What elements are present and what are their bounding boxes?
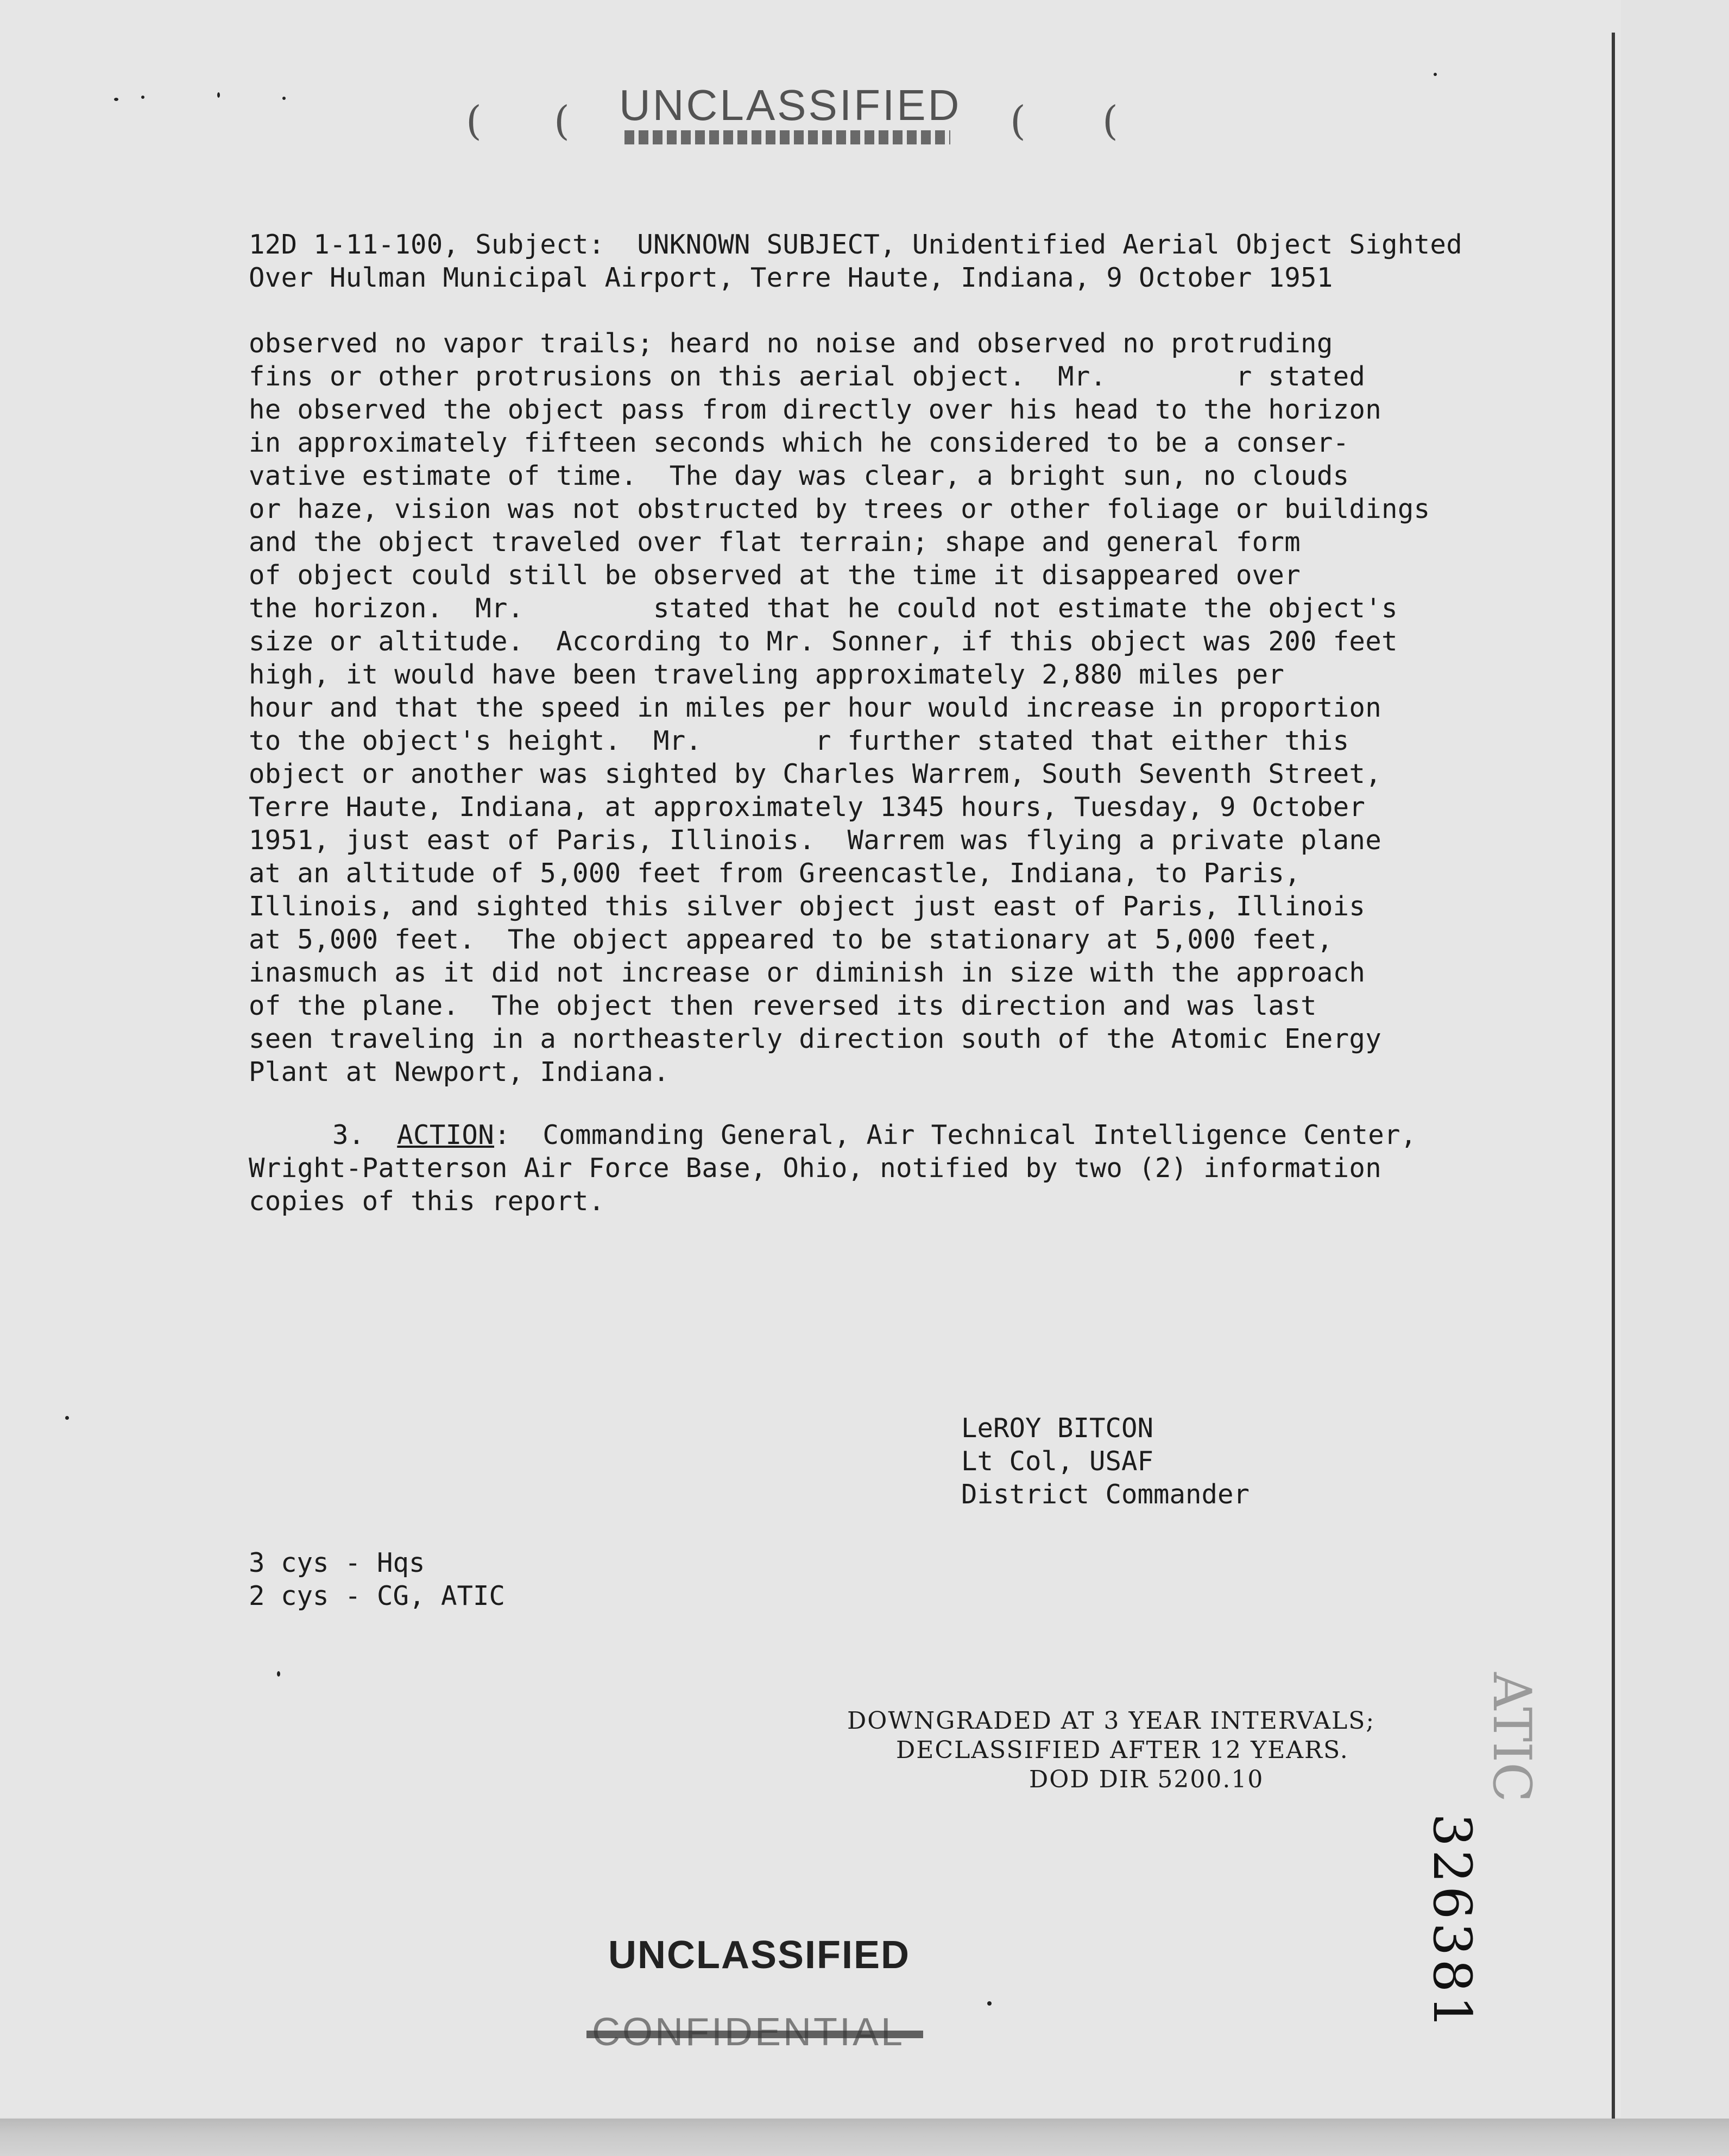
action-paragraph-line-1 — [332, 1118, 1417, 1152]
body-line: and the object traveled over flat terrain; shape and general form — [249, 527, 1301, 558]
body-line: in approximately fifteen seconds which he considered to be a conser- — [249, 427, 1349, 458]
body-line: inasmuch as it did not increase or diminish in size with the approach — [249, 957, 1366, 988]
body-line: seen traveling in a northeasterly direction south of the Atomic Energy — [249, 1023, 1382, 1054]
body-line: Terre Haute, Indiana, at approximately 1345 hours, Tuesday, 9 October — [249, 792, 1366, 823]
distribution-line-2: 2 cys - CG, ATIC — [249, 1580, 506, 1611]
downgrade-line-1: DOWNGRADED AT 3 YEAR INTERVALS; — [847, 1707, 1375, 1735]
body-line: Plant at Newport, Indiana. — [249, 1057, 670, 1088]
scan-speck — [217, 92, 220, 98]
stamp-bracket-mark: ( — [1102, 98, 1118, 144]
handwritten-file-number: 326381 — [1422, 1813, 1482, 2032]
signature-rank: Lt Col, USAF — [961, 1446, 1154, 1477]
body-line: object or another was sighted by Charles Warrem, South Seventh Street, — [249, 758, 1382, 789]
scan-speck — [141, 96, 144, 99]
stamp-bracket-mark: ( — [1010, 98, 1026, 144]
signature-title: District Commander — [961, 1479, 1250, 1510]
action-number: 3. — [332, 1120, 365, 1150]
body-line: vative estimate of time. The day was clear, a bright sun, no clouds — [249, 460, 1349, 491]
action-label: ACTION — [397, 1120, 495, 1150]
scan-speck — [65, 1416, 69, 1420]
stamp-bracket-mark: ( — [466, 98, 482, 144]
body-line: or haze, vision was not obstructed by trees or other foliage or buildings — [249, 494, 1430, 524]
body-line: of object could still be observed at the time it disappeared over — [249, 560, 1301, 591]
body-line: high, it would have been traveling approximately 2,880 miles per — [249, 659, 1285, 690]
page-right-edge — [1612, 33, 1615, 2134]
body-line: at an altitude of 5,000 feet from Greencastle, Indiana, to Paris, — [249, 858, 1301, 889]
confidential-strikethrough — [586, 2031, 923, 2038]
body-line: to the object's height. Mr. r further stated that either this — [249, 725, 1349, 756]
signature-name: LeROY BITCON — [961, 1413, 1154, 1444]
body-line: fins or other protrusions on this aerial object. Mr. r stated — [249, 361, 1366, 392]
body-line: he observed the object pass from directly over his head to the horizon — [249, 394, 1382, 425]
action-paragraph-line-2: Wright-Patterson Air Force Base, Ohio, notified by two (2) information — [249, 1153, 1382, 1184]
subject-line-2: Over Hulman Municipal Airport, Terre Haute, Indiana, 9 October 1951 — [249, 262, 1333, 293]
stamp-bracket-mark: ( — [554, 98, 570, 144]
scan-speck — [114, 98, 118, 101]
stamp-strikethrough — [624, 130, 950, 144]
body-line: Illinois, and sighted this silver object just east of Paris, Illinois — [249, 891, 1366, 922]
action-paragraph-line-3: copies of this report. — [249, 1186, 605, 1217]
downgrade-line-3: DOD DIR 5200.10 — [1029, 1766, 1264, 1793]
scan-speck — [987, 2001, 992, 2006]
body-line: the horizon. Mr. stated that he could not estimate the object's — [249, 593, 1398, 624]
atic-marking: ATIC — [1481, 1672, 1542, 1803]
scan-speck — [282, 97, 286, 100]
scan-speck — [1434, 73, 1437, 76]
distribution-line-1: 3 cys - Hqs — [249, 1547, 425, 1578]
body-line: at 5,000 feet. The object appeared to be stationary at 5,000 feet, — [249, 924, 1333, 955]
unclassified-stamp-top: UNCLASSIFIED — [619, 81, 962, 129]
action-line-1-text: : Commanding General, Air Technical Intelligence Center, — [494, 1120, 1417, 1150]
subject-line-1: 12D 1-11-100, Subject: UNKNOWN SUBJECT, Unidentified Aerial Object Sighted — [249, 229, 1463, 260]
body-line: hour and that the speed in miles per hour would increase in proportion — [249, 692, 1382, 723]
unclassified-stamp-bottom: UNCLASSIFIED — [608, 1933, 911, 1977]
downgrade-line-2: DECLASSIFIED AFTER 12 YEARS. — [896, 1736, 1349, 1764]
body-line: of the plane. The object then reversed its direction and was last — [249, 990, 1317, 1021]
body-line: 1951, just east of Paris, Illinois. Warrem was flying a private plane — [249, 825, 1382, 856]
body-line: size or altitude. According to Mr. Sonner, if this object was 200 feet — [249, 626, 1398, 657]
scan-bottom-band — [0, 2119, 1729, 2156]
body-line: observed no vapor trails; heard no noise and observed no protruding — [249, 328, 1333, 359]
scan-speck — [277, 1671, 280, 1677]
